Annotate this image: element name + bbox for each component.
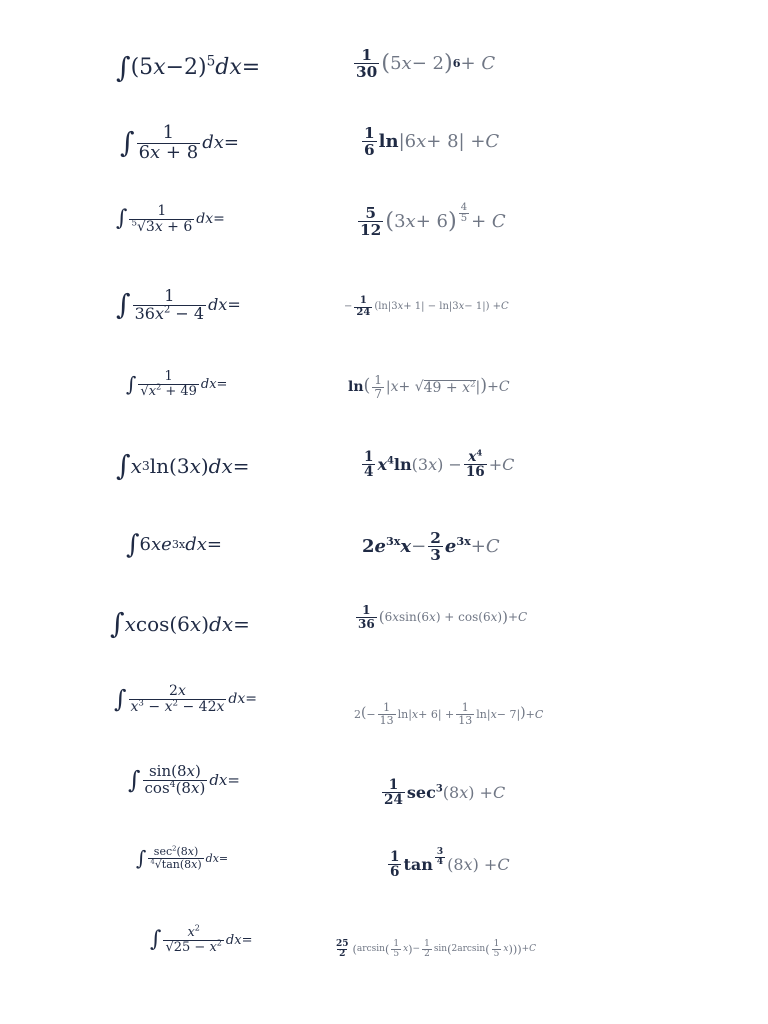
integral-answer-4: − $\frac{1}{24}$ (ln|3 x + 1| − ln|3 x − 1|) + C (344, 295, 509, 318)
integral-answer-12: $\frac{25}{2}$ ( arcsin ( $\frac{1}{5}$ x ) − $\frac{1}{2}$ sin ( 2arcsin ( $\frac{1}{5}$ x ) ) ) + C (336, 939, 537, 960)
integral-problem-8: ∫ x cos(6 x ) dx = (110, 607, 250, 640)
integral-answer-6: $\frac{1}{4}$ $x^4\ln$ (3 x ) − $\frac{x^4}{16}$ + C (364, 447, 515, 481)
integral-answer-1: $\frac{1}{30}$ ( 5 x − 2 ) 6 + C (356, 46, 496, 82)
integral-problem-5: ∫ $\frac{1}{√x^2 + 49}$ dx = (126, 369, 228, 399)
integral-problem-3: ∫ $\frac{1}{^5√3x + 6}$ dx = (116, 203, 225, 235)
integral-answer-3: $\frac{5}{12}$ ( 3 x + 6 ) $\frac{4}{5}$ + C (360, 201, 506, 240)
integral-problem-7: ∫ 6 xe 3x dx = (126, 530, 222, 560)
integral-problem-6: ∫ x 3 ln(3 x ) dx = (116, 449, 250, 482)
integral-answer-9: 2 ( − $\frac{1}{13}$ ln| x + 6| + $\frac{1}{13}$ ln| x − 7| ) + C (354, 701, 544, 727)
integral-answer-11: $\frac{1}{6}$ tan $\frac{3}{4}$ (8 x ) + C (390, 846, 510, 881)
integral-answer-5: ln ( $\frac{1}{7}$ | x + √ $49 + x^2$ | ) + C (348, 373, 510, 401)
integral-answer-7: $2e^{3x}x$ − $\frac{2}{3}$ $e^{3x}$ + C (362, 529, 500, 565)
integral-problem-12: ∫ $\frac{x^2}{√25 - x^2}$ dx = (150, 923, 253, 955)
integral-answer-2: $\frac{1}{6}$ ln |6 x + 8| + C (364, 124, 500, 160)
integral-problem-9: ∫ $\frac{2x}{x^3 - x^2 - 42x}$ dx = (114, 683, 257, 715)
integral-problem-4: ∫ $\frac{1}{36x^2 - 4}$ dx = (116, 286, 241, 323)
integral-problem-10: ∫ $\frac{\sin(8x)}{\cos^4(8x)}$ dx = (128, 762, 240, 797)
integral-answer-8: $\frac{1}{36}$ ( 6 x sin(6 x ) + cos(6 x ) ) + C (358, 603, 528, 631)
integral-problem-1: ∫ $(5x-2)^5$ dx = (116, 51, 261, 84)
integral-problem-2: ∫ $\frac{1}{6x + 8}$ dx = (120, 122, 239, 163)
integral-answer-10: $\frac{1}{24}$ $\sec^3$ (8 x ) + C (384, 777, 506, 809)
integral-problem-11: ∫ $\frac{\sec^2(8x)}{^4√\tan(8x)}$ dx = (136, 844, 229, 871)
